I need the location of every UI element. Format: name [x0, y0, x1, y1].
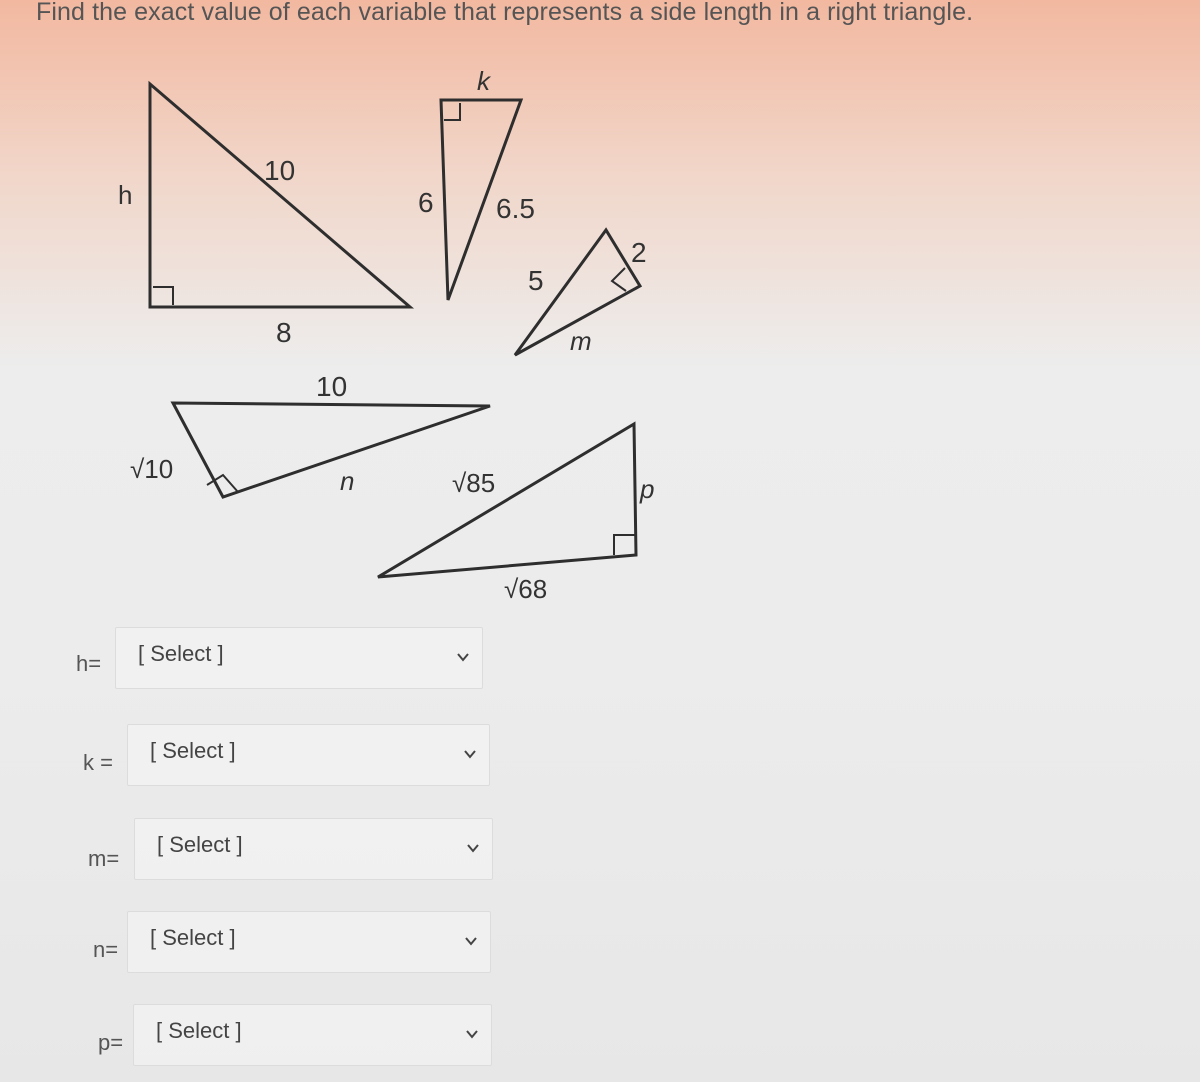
- label-10-top: 10: [316, 371, 348, 402]
- label-6-5: 6.5: [496, 193, 535, 224]
- answer-row-p: [0, 1004, 500, 1066]
- label-h: h: [118, 180, 133, 210]
- label-5: 5: [528, 265, 544, 296]
- label-n: n: [340, 466, 355, 496]
- select-k-dropdown[interactable]: [127, 724, 490, 786]
- chevron-down-icon: [466, 841, 480, 855]
- label-10-hyp: 10: [264, 155, 296, 186]
- select-n-value: [ Select ]: [150, 925, 236, 950]
- right-angle-marker: [614, 535, 636, 555]
- triangle-p: [378, 424, 636, 577]
- select-k-value: [ Select ]: [150, 738, 236, 763]
- select-m-value: [ Select ]: [157, 832, 243, 857]
- label-m: m: [570, 326, 592, 356]
- answer-label-m: m=: [88, 846, 120, 871]
- label-sqrt10: √10: [130, 454, 174, 484]
- answer-row-m: [0, 818, 500, 880]
- label-8: 8: [276, 317, 292, 348]
- chevron-down-icon: [463, 747, 477, 761]
- select-h-value: [ Select ]: [138, 641, 224, 666]
- answer-label-p: p=: [98, 1030, 124, 1055]
- label-2: 2: [631, 237, 647, 268]
- select-h-dropdown[interactable]: [115, 627, 483, 689]
- chevron-down-icon: [464, 934, 478, 948]
- select-m-dropdown[interactable]: [134, 818, 493, 880]
- right-angle-marker: [444, 103, 460, 120]
- answer-label-k: k =: [83, 750, 113, 775]
- right-angle-marker: [153, 287, 173, 305]
- answer-label-n: n=: [93, 937, 119, 962]
- answer-row-n: [0, 911, 500, 973]
- chevron-down-icon: [456, 650, 470, 664]
- triangle-n: [173, 403, 490, 497]
- answer-row-k: [0, 724, 500, 786]
- select-p-value: [ Select ]: [156, 1018, 242, 1043]
- label-6: 6: [418, 187, 434, 218]
- right-angle-marker: [612, 268, 626, 291]
- answer-row-h: [0, 627, 500, 689]
- select-n-dropdown[interactable]: [127, 911, 491, 973]
- triangle-h: [150, 84, 410, 307]
- label-k: k: [477, 66, 490, 96]
- question-title: Find the exact value of each variable that represents a side length in a right triangle.: [36, 0, 974, 26]
- label-p: p: [640, 474, 655, 504]
- label-sqrt85: √85: [452, 468, 496, 498]
- label-sqrt68: √68: [504, 574, 548, 604]
- select-p-dropdown[interactable]: [133, 1004, 492, 1066]
- answer-label-h: h=: [76, 651, 102, 676]
- chevron-down-icon: [465, 1027, 479, 1041]
